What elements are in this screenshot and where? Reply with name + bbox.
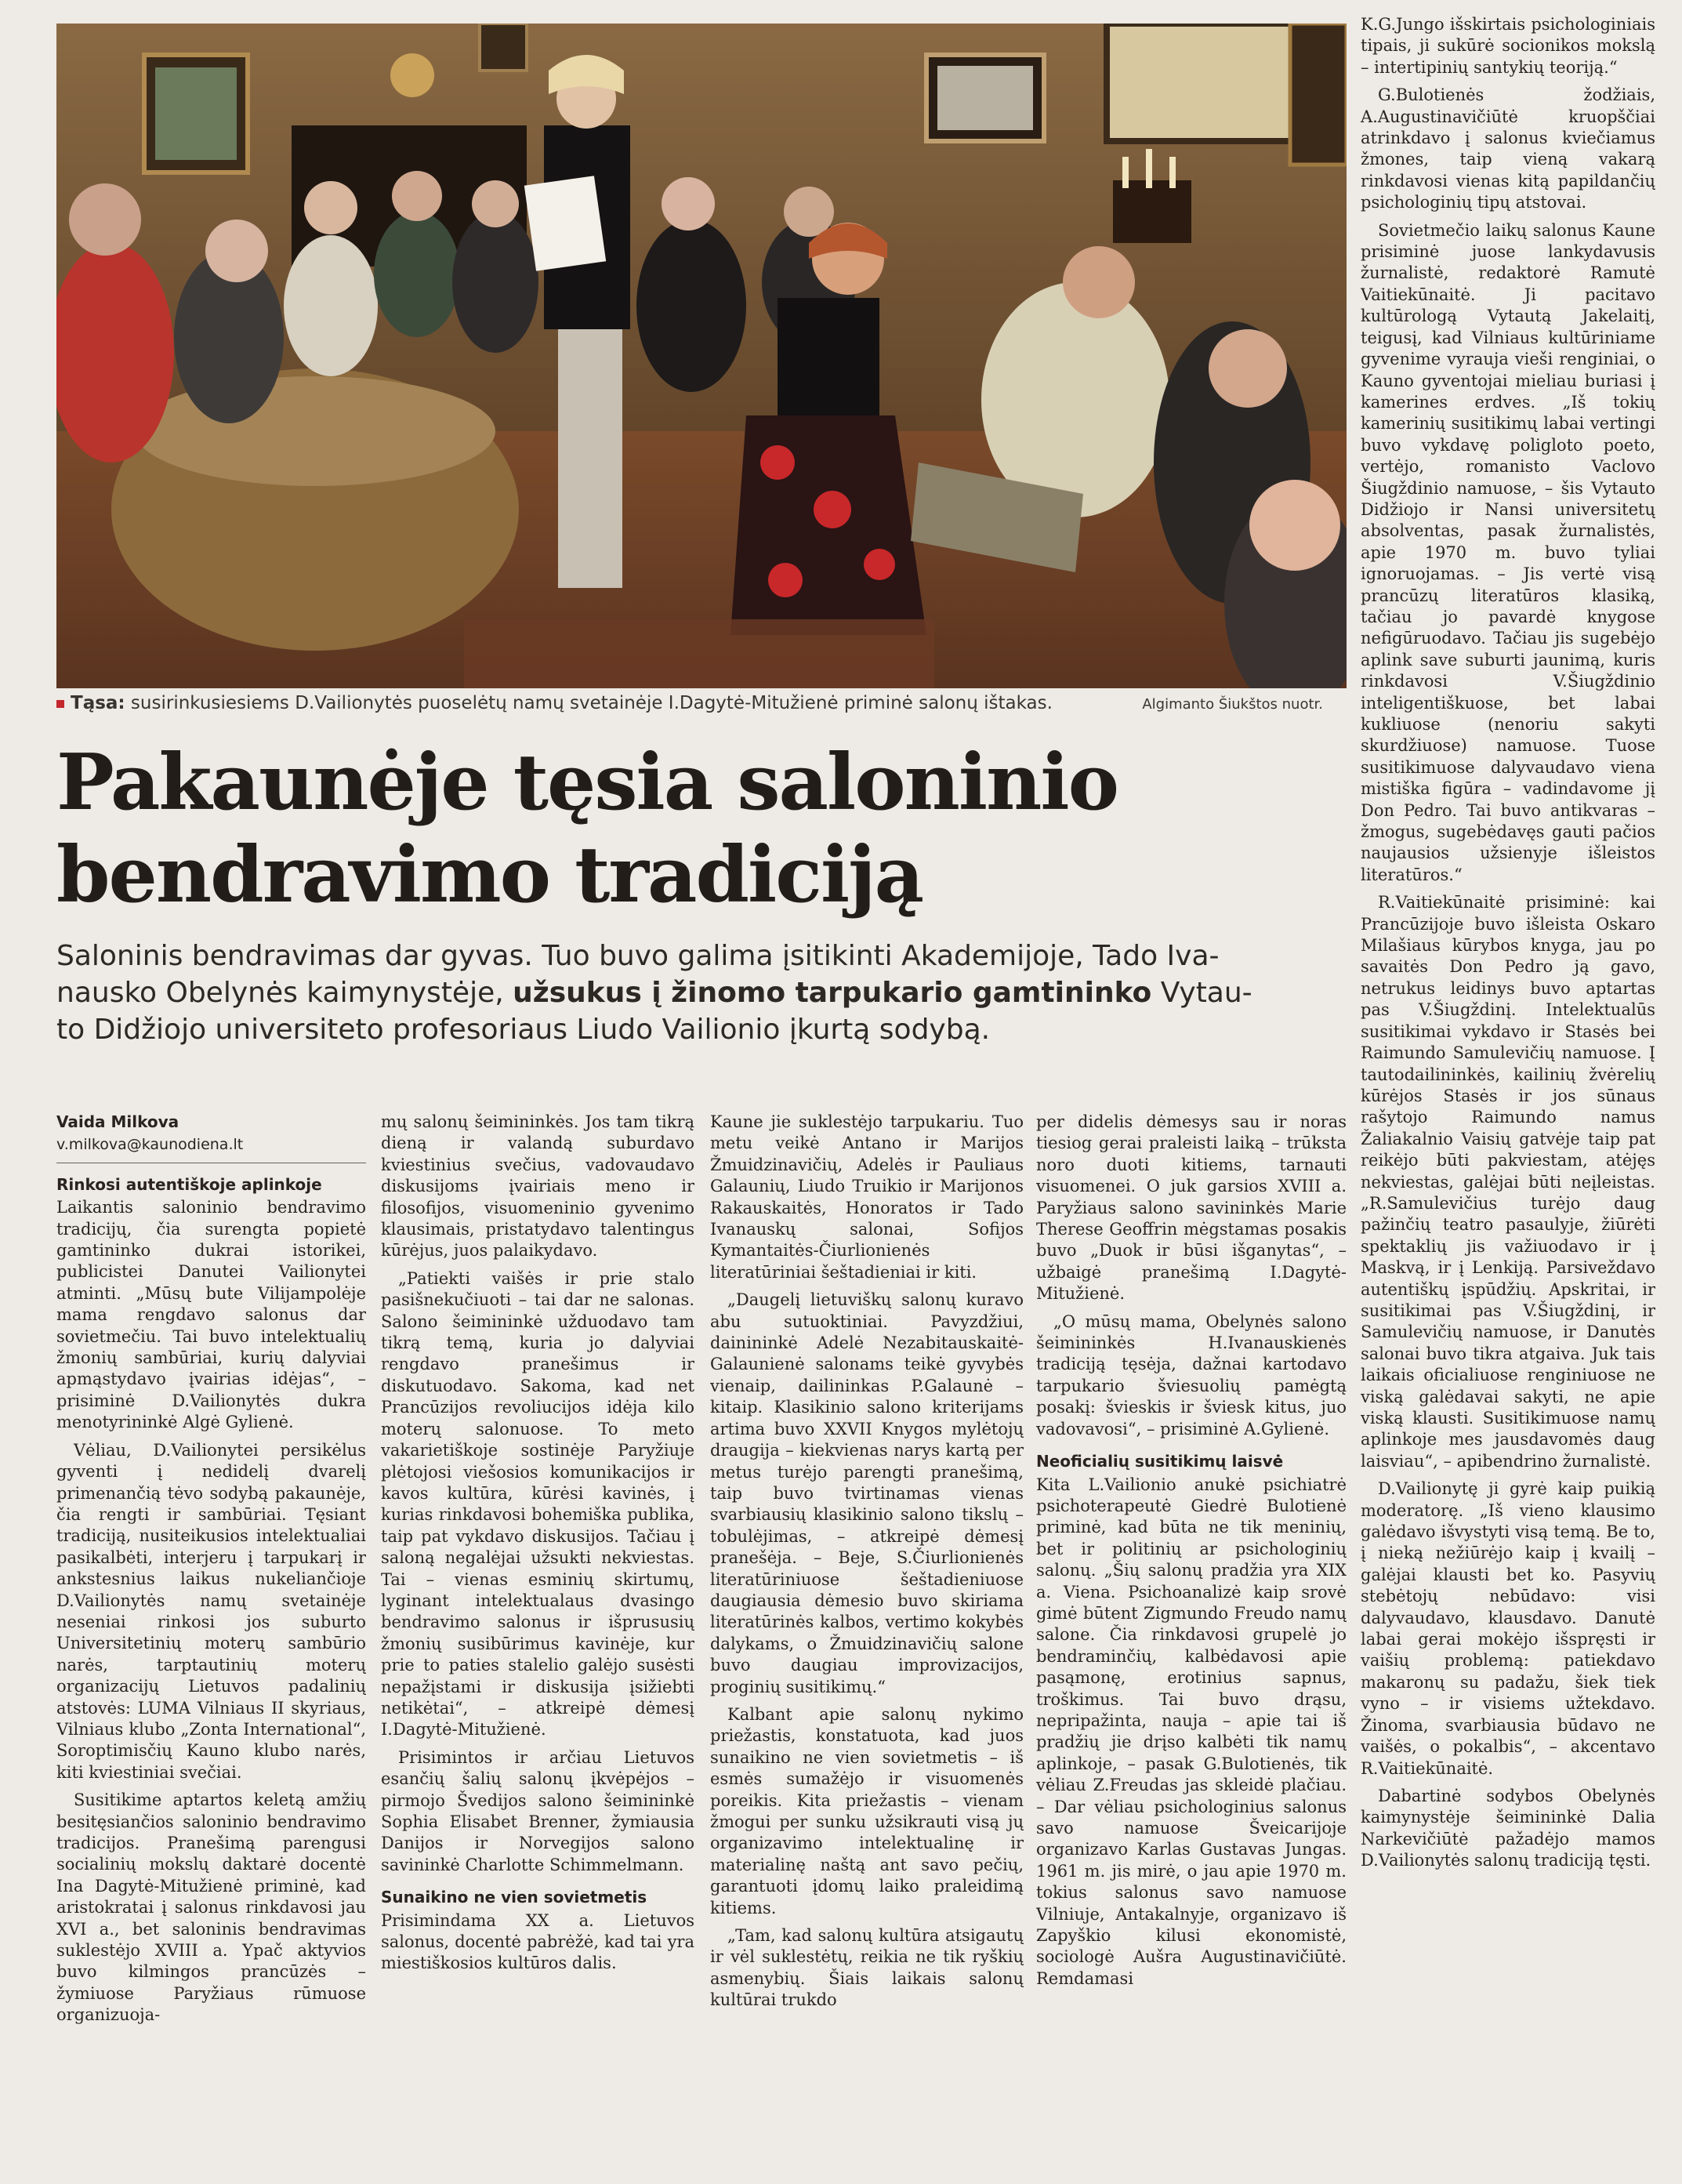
- lede-line-3: to Didžiojo universiteto profesoriaus Liudo Vailionio įkurtą sodybą.: [56, 1014, 991, 1046]
- subhead-1: Rinkosi autentiškoje aplinkoje: [56, 1174, 322, 1194]
- photo-caption: [56, 693, 1347, 721]
- caption-text: susirinkusiesiems D.Vailionytės puoselėtų namų svetainėje I.Dagytė-Mitužienė priminė salonų ištakas.: [125, 693, 1053, 713]
- paragraph: Vėliau, D.Vailionytei persikėlus gyventi į nedidelį dvarelį primenančią tėvo sodybą pakaunėje, čia rengti ir sambūriai. Tęsiant tradiciją, nusiteikusios intelektualiai pasikalbėti, interjeru į tarpukarį ir ankstesnius laikus nukeliančioje D.Vailionytės namų svetainėje neseniai rinkosi jos suburto Universitetinių moterų sambūrio narės, tarptautinių moterų organizacijų Lietuvos padalinių atstovės: LUMA Vilniaus II skyriaus, Vilniaus klubo „Zonta International“, Soroptimisčių Kauno klubo narės, kiti kviestiniai svečiai.: [56, 1440, 366, 1782]
- photo-credit: Algimanto Šiukštos nuotr.: [1142, 696, 1323, 713]
- paragraph: Kaune jie suklestėjo tarpukariu. Tuo metu veikė Antano ir Marijos Žmuidzinavičių, Adelės ir Pauliaus Galaunių, Liudo Truikio ir Marijonos Rakauskaitės, Honoratos ir Tado Ivanauskų salonai, Sofijos Kymantaitės-Čiurlionienės literatūriniai šeštadieniai ir kiti.: [710, 1112, 1024, 1282]
- headline-line-2: bendravimo tradiciją: [56, 830, 923, 920]
- subhead-3: Neoficialių susitikimų laisvė: [1036, 1452, 1284, 1471]
- article-column-5: [1361, 14, 1655, 2162]
- article-column-4: [1036, 1112, 1347, 2162]
- article-column-2: [381, 1112, 694, 2162]
- lede-line-1: Saloninis bendravimas dar gyvas. Tuo buvo galima įsitikinti Akademijoje, Tado Iva-: [56, 940, 1220, 972]
- paragraph: „Tam, kad salonų kultūra atsigautų ir vėl suklestėtų, reikia ne tik ryškių asmenybių. Šiais laikais salonų kultūrai trukdo: [710, 1926, 1024, 2010]
- salon-photo: [56, 24, 1347, 688]
- paragraph: „Daugelį lietuviškų salonų kuravo abu sutuoktiniai. Pavyzdžiui, dainininkė Adelė Nezabitauskaitė-Galaunienė salonams teikė gyvybės vienaip, dailininkas P.Galaunė – kitaip. Klasikinio salono kriterijams artima buvo XXVII Knygos mylėtojų draugija – kiekvienas narys kartą per metus turėjo parengti pranešimą, taip buvo tvirtinamas vienas svarbiausių klasikinio salono tikslų – tobulėjimas, – atkreipė dėmesį pranešėja. – Beje, S.Čiurlionienės literatūriniuose šeštadieniuose daugiausia dėmesio buvo skiriama literatūrinės kalbos, vertimo kokybės dalykams, o Žmuidzinavičių salone buvo daugiau improvizacijos, proginių susitikimų.“: [710, 1290, 1024, 1696]
- lede-line-2c: Vytau-: [1151, 977, 1252, 1009]
- paragraph: „Patiekti vaišės ir prie stalo pasišnekučiuoti – tai dar ne salonas. Salono šeimininkė užduodavo tam tikrą temą, kuria jo dalyviai rengdavo pranešimus ir diskutuodavo. Sakoma, kad net Prancūzijos revoliucijos idėja kilo moterų salonuose. To meto vakarietiškoje sostinėje Paryžiuje plėtojosi viešosios komunikacijos ir kavos kultūra, kūrėsi kavinės, į kurias rinkdavosi bohemiška publika, taip pat vykdavo diskusijos. Tačiau į saloną negalėjai užsukti nekviestas. Tai – vienas esminių skirtumų, lyginant intelektualaus dvasingo bendravimo salonus ir išprususių žmonių susibūrimus kavinėje, kur prie to paties stalelio galėjo susėsti nepažįstami ir diskusija įsižiebti netikėtai“, – atkreipė dėmesį I.Dagytė-Mitužienė.: [381, 1268, 694, 1740]
- lede-line-2: [56, 974, 1347, 1011]
- article-column-3: [710, 1112, 1024, 2162]
- paragraph: G.Bulotienės žodžiais, A.Augustinavičiūtė kruopščiai atrinkdavo į salonus kviečiamus žmones, taip vieną vakarą rinkdavosi vienas kitą papildančių psichologinių tipų atstovai.: [1361, 85, 1655, 212]
- paragraph: D.Vailionytę ji gyrė kaip puikią moderatorę. „Iš vieno klausimo galėdavo išvystyti visą temą. Be to, į nieką nežiūrėjo kaip į kvailį – galėjai klausti bet ko. Pasyvių stebėtojų nebūdavo: visi dalyvaudavo, klausdavo. Danutė labai gerai mokėjo išspręsti ir vaišių problemą: patiekdavo makaronų su padažu, šiek tiek vyno – ir visiems užtekdavo. Žinoma, svarbiausia būdavo ne vaišės, o pokalbis“, – akcentavo R.Vaitiekūnaitė.: [1361, 1479, 1655, 1778]
- paragraph: K.G.Jungo išskirtais psichologiniais tipais, ji sukūrė socionikos mokslą – intertipinių santykių teoriją.“: [1361, 15, 1655, 77]
- paragraph: Kalbant apie salonų nykimo priežastis, konstatuota, kad juos sunaikino ne vien sovietmetis – iš esmės sumažėjo ir visuomenės poreikis. Kita priežastis – vienam žmogui per sunku užsikrauti visą jų organizavimo intelektualinę ir materialinę naštą ant savo pečių, garantuoti įdomų laiko praleidimą kitiems.: [710, 1704, 1024, 1917]
- headline: [56, 737, 1347, 922]
- paragraph: R.Vaitiekūnaitė prisiminė: kai Prancūzijoje buvo išleista Oskaro Milašiaus kūrybos knyga, jau po savaitės Don Pedro ją gavo, netrukus leidinys buvo aptartas pas V.Šiugždinį. Intelektualūs susitikimai vykdavo ir Stasės bei Raimundo Samulevičių namuose. Į tautodailininkės, kailinių žvėrelių kūrėjos Stasės ir jos sūnaus rašytojo Raimundo namus Žaliakalnio Vaisių gatvėje taip pat reikėjo būti pakviestam, atėjęs nekviestas, galėjai būti neįleistas. „R.Samulevičius turėjo daug pažinčių teatro pasaulyje, žiūrėti spektaklių jis važiuodavo ir į Maskvą, ir į Lenkiją. Parsiveždavo autentiškų įspūdžių. Apskritai, ir susitikimai pas V.Šiugždinį, ir Samulevičių namuose, ir Danutės salonai buvo tikra atgaiva. Juk tais laikais oficialiuose renginiuose ne viską galėdavai sakyti, ne apie viską klausti. Susitikimuose namų aplinkoje mes jausdavomės daug laisviau“, – apibendrino žurnalistė.: [1361, 893, 1655, 1471]
- author-email[interactable]: v.milkova@kaunodiena.lt: [56, 1134, 366, 1163]
- headline-line-1: Pakaunėje tęsia saloninio: [56, 738, 1118, 828]
- paragraph: Dabartinė sodybos Obelynės kaimynystėje šeimininkė Dalia Narkevičiūtė pažadėjo mamos D.Vailionytės salonų tradiciją tęsti.: [1361, 1786, 1655, 1870]
- caption-bullet-icon: [56, 700, 64, 708]
- paragraph: Laikantis saloninio bendravimo tradicijų, čia surengta popietė gamtininko dukrai istorikei, publicistei Danutei Vailionytei atminti. „Mūsų bute Vilijampolėje mama rengdavo salonus dar sovietmečiu. Tai buvo intelektualių žmonių sambūriai, kurių dalyviai apmąstydavo įvairias idėjas“, – prisiminė D.Vailionytės dukra menotyrininkė Algė Gylienė.: [56, 1198, 366, 1432]
- caption-lead: Tąsa:: [71, 693, 125, 713]
- paragraph: Susitikime aptartos keletą amžių besitęsiančios saloninio bendravimo tradicijos. Pranešimą parengusi socialinių mokslų daktarė docentė Ina Dagytė-Mitužienė priminė, kad aristokratai į salonus rinkdavosi jau XVI a., bet saloninis bendravimas suklestėjo XVIII a. Ypač aktyvios buvo kilmingos prancūzės – žymiuose Paryžiaus rūmuose organizuoja-: [56, 1790, 366, 2025]
- paragraph: Prisimindama XX a. Lietuvos salonus, docentė pabrėžė, kad tai yra miestiškosios kultūros dalis.: [381, 1910, 694, 1973]
- paragraph: mų salonų šeimininkės. Jos tam tikrą dieną ir valandą suburdavo kviestinius svečius, vadovaudavo diskusijoms įvairiais meno ir filosofijos, visuomeninio gyvenimo klausimais, pristatydavo talentingus kūrėjus, juos palaikydavo.: [381, 1112, 694, 1261]
- lede-line-2a: nausko Obelynės kaimynystėje,: [56, 977, 513, 1009]
- paragraph: per didelis dėmesys sau ir noras tiesiog gerai praleisti laiką – trūksta noro duoti kitiems, tarnauti visuomenei. O juk garsios XVIII a. Paryžiaus salono savininkės Marie Therese Geoffrin mėgstamas posakis buvo „Duok ir būsi išganytas“, – užbaigė pranešimą I.Dagytė-Mitužienė.: [1036, 1112, 1347, 1304]
- author-name: Vaida Milkova: [56, 1112, 179, 1131]
- lede: [56, 938, 1347, 1048]
- paragraph: Kita L.Vailionio anukė psichiatrė psichoterapeutė Giedrė Bulotienė priminė, kad būta ne tik meninių, bet ir politinių ar psichologinių salonų. „Šių salonų pradžia yra XIX a. Viena. Psichoanalizė kaip srovė gimė būtent Zigmundo Freudo namų salone. Čia rinkdavosi grupelė jo bendraminčių, kalbėdavosi apie pasąmonę, erotinius sapnus, troškimus. Tai buvo drąsu, nepripažinta, nauja – apie tai iš pradžių jie drįso kalbėti tik namų aplinkoje, – pasak G.Bulotienės, tik vėliau Z.Freudas jas skleidė plačiau. – Dar vėliau psichologinius salonus savo namuose Šveicarijoje organizavo Karlas Gustavas Jungas. 1961 m. jis mirė, o jau apie 1970 m. tokius salonus savo namuose Vilniuje, Antakalnyje, organizavo iš Zapyškio kilusi ekonomistė, sociologė Aušra Augustinavičiūtė. Remdamasi: [1036, 1475, 1347, 1988]
- paragraph: Sovietmečio laikų salonus Kaune prisiminė juose lankydavusis žurnalistė, redaktorė Ramutė Vaitiekūnaitė. Ji pacitavo kultūrologą Vytautą Jakelaitį, teigusį, kad Vilniaus kultūriniame gyvenime vyrauja vieši renginiai, o Kauno gyventojai mieliau buriasi į kamerines erdves. „Iš tokių kamerinių susitikimų labai vertingi buvo vykdavę poligloto poeto, vertėjo, romanisto Vaclovo Šiugždinio namuose, – šis Vytauto Didžiojo ir Nansi universitetų absolventas, pasak žurnalistės, apie 1970 m. buvo tyliai ignoruojamas. – Jis vertė visą prancūzų literatūros klasiką, tačiau jo pavardė knygose nefigūruodavo. Tačiau jis sugebėjo aplink save suburti jaunimą, kuris rinkdavosi V.Šiugždinio inteligentiškuose, bet labai kukliuose (nenoriu sakyti skurdžiuose) namuose. Tuose susitikimuose dalyvaudavo viena mistiška figūra – vadindavome jį Don Pedro. Tai buvo antikvaras – žmogus, sugebėdavęs gauti pačios naujausios užsienyje išleistos literatūros.“: [1361, 220, 1655, 884]
- paragraph: Prisimintos ir arčiau Lietuvos esančių šalių salonų įkvėpėjos – pirmojo Švedijos salono šeimininkė Sophia Elisabet Brenner, žymiausia Danijos ir Norvegijos salono savininkė Charlotte Schimmelmann.: [381, 1747, 694, 1874]
- article-column-1: [56, 1112, 366, 2162]
- paragraph: „O mūsų mama, Obelynės salono šeimininkės H.Ivanauskienės tradiciją tęsėja, dažnai kartodavo tarpukario šviesuolių pamėgtą posakį: švieskis ir šviesk kitus, juo vadovavosi“, – prisiminė A.Gylienė.: [1036, 1311, 1347, 1438]
- lede-line-2b: užsukus į žinomo tarpukario gamtininko: [513, 977, 1152, 1009]
- subhead-2: Sunaikino ne vien sovietmetis: [381, 1888, 647, 1907]
